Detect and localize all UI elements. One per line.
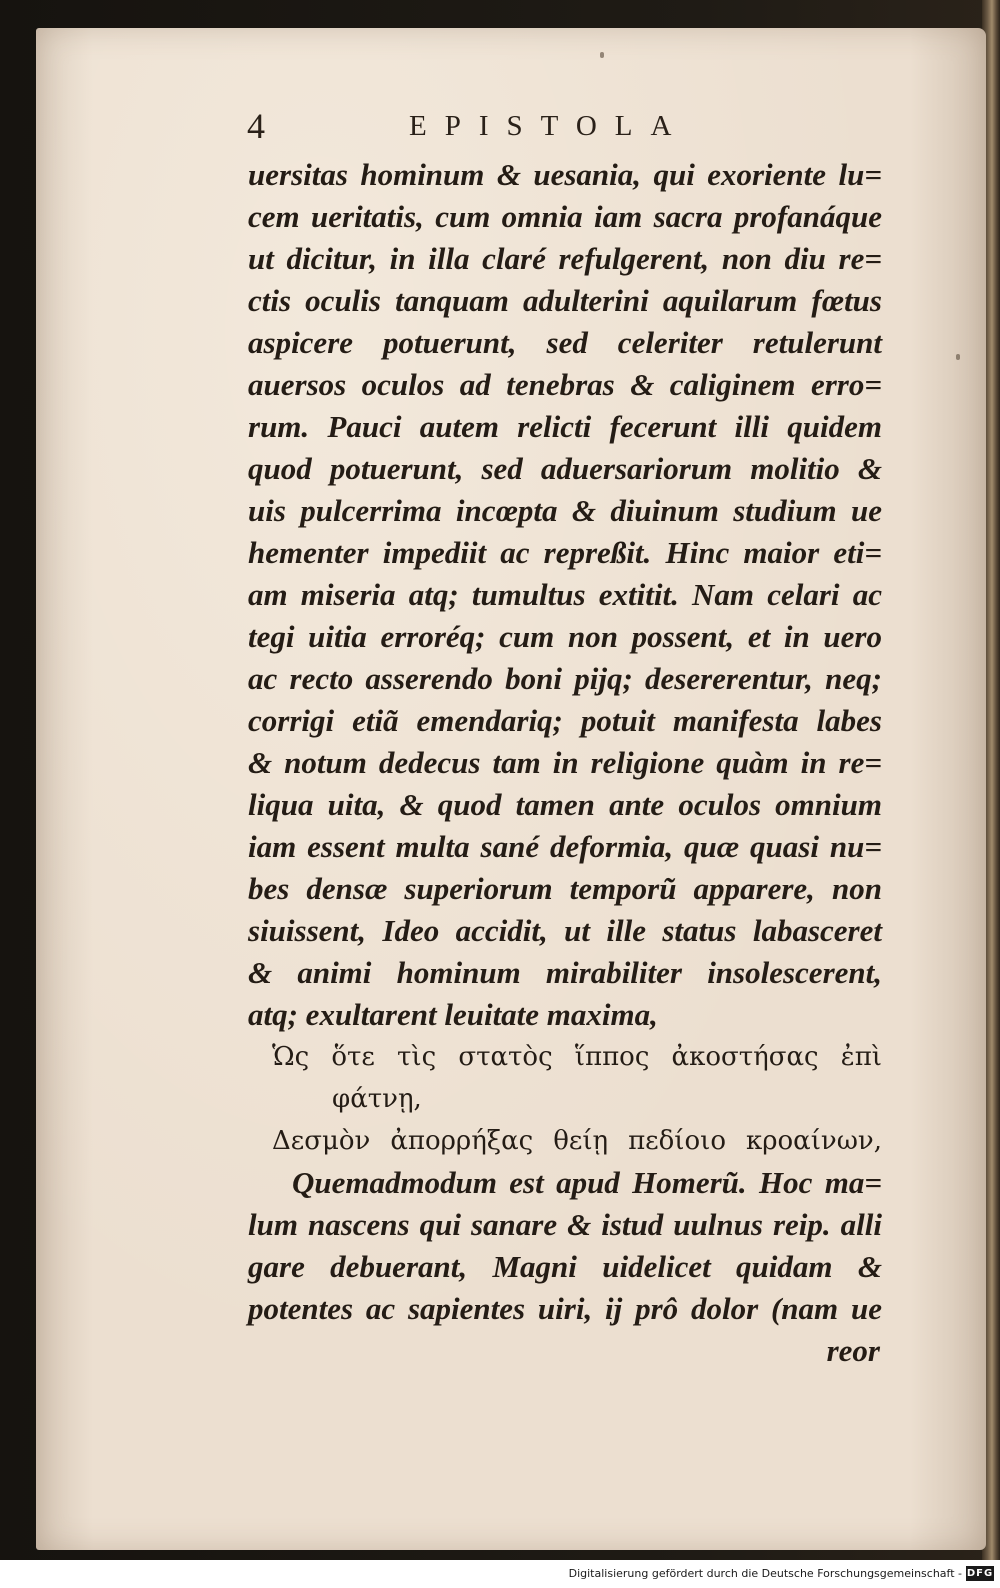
text-line: gare debuerant, Magni uidelicet quidam & xyxy=(248,1249,882,1284)
text-line: bes densæ superiorum temporũ apparere, non xyxy=(248,871,882,906)
text-line: rum. Pauci autem relicti fecerunt illi quidem xyxy=(248,409,882,444)
text-line: & notum dedecus tam in religione quàm in re= xyxy=(248,745,882,780)
running-head xyxy=(247,104,737,148)
catchword: reor xyxy=(826,1333,880,1368)
text-line: quod potuerunt, sed aduersariorum molitio & xyxy=(248,451,882,486)
text-line: cem ueritatis, cum omnia iam sacra profanáque xyxy=(248,199,882,234)
running-head-title: EPISTOLA xyxy=(409,110,690,142)
text-line: Quemadmodum est apud Homerũ. Hoc ma= xyxy=(292,1165,882,1200)
text-line: tegi uitia erroréq; cum non possent, et in uero xyxy=(248,619,882,654)
text-line: ac recto asserendo boni pijq; desererentur, neq; xyxy=(248,661,882,696)
page-mark xyxy=(600,52,604,58)
greek-verse-line: Ὡς ὅτε τὶς στατὸς ἵππος ἀκοστήσας ἐπὶ xyxy=(272,1042,882,1072)
text-line: siuissent, Ideo accidit, ut ille status labasceret xyxy=(248,913,882,948)
text-line: uersitas hominum & uesania, qui exoriente lu= xyxy=(248,157,882,192)
text-line: potentes ac sapientes uiri, ij prô dolor (nam ue xyxy=(248,1291,882,1326)
dfg-logo: DFG xyxy=(966,1568,994,1579)
text-line: iam essent multa sané deformia, quæ quasi nu= xyxy=(248,829,882,864)
text-line: am miseria atq; tumultus extitit. Nam celari ac xyxy=(248,577,882,612)
text-line: corrigi etiã emendariq; potuit manifesta labes xyxy=(248,703,882,738)
digitization-footer xyxy=(0,1560,1000,1588)
text-line: ctis oculis tanquam adulterini aquilarum fœtus xyxy=(248,283,882,318)
text-line: lum nascens qui sanare & istud uulnus reip. alli xyxy=(248,1207,882,1242)
greek-verse-line: Δεσμὸν ἀπορρήξας θείῃ πεδίοιο κροαίνων, xyxy=(272,1126,882,1156)
page-mark xyxy=(956,354,960,360)
text-line: atq; exultarent leuitate maxima, xyxy=(248,997,658,1032)
text-line: hementer impediit ac repreßit. Hinc maior eti= xyxy=(248,535,882,570)
text-line: & animi hominum mirabiliter insolescerent, xyxy=(248,955,882,990)
text-line: uis pulcerrima incœpta & diuinum studium ue xyxy=(248,493,882,528)
funding-credit: Digitalisierung gefördert durch die Deutsche Forschungsgemeinschaft - xyxy=(568,1567,962,1580)
text-line: liqua uita, & quod tamen ante oculos omnium xyxy=(248,787,882,822)
text-line: ut dicitur, in illa claré refulgerent, non diu re= xyxy=(248,241,882,276)
text-line: auersos oculos ad tenebras & caliginem erro= xyxy=(248,367,882,402)
text-line: aspicere potuerunt, sed celeriter retulerunt xyxy=(248,325,882,360)
page-number: 4 xyxy=(247,106,265,146)
greek-verse-line: φάτνῃ, xyxy=(332,1084,422,1114)
